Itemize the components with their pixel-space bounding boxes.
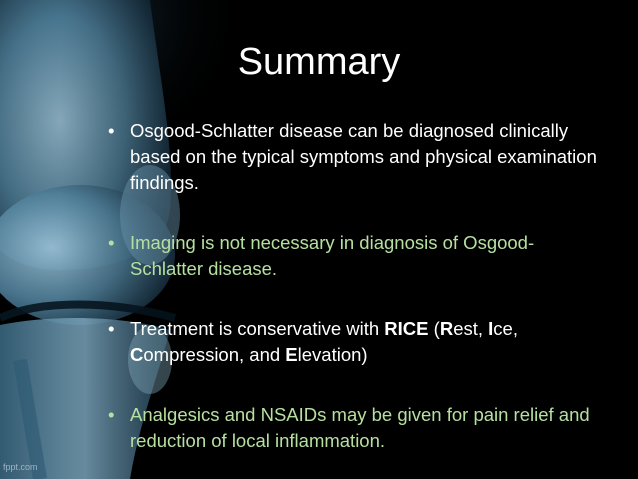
bullet-text (130, 316, 600, 368)
bullet-text-segment: est, (453, 318, 489, 339)
bullet-dot: • (108, 232, 115, 253)
bullet-text-segment: ce, (493, 318, 518, 339)
bullet-text-segment: E (285, 344, 298, 365)
bullet-text-segment: levation) (297, 344, 368, 365)
bullet-text (130, 402, 600, 454)
bullet-text-segment: Osgood-Schlatter disease can be diagnosed clinically based on the typical symptoms and physical examination findings. (130, 120, 597, 193)
bullet-text-segment: C (130, 344, 144, 365)
bullet-text-segment: ompression, and (143, 344, 286, 365)
bullet-dot: • (108, 318, 115, 339)
bullet-text-segment: ( (428, 318, 440, 339)
bullet-text-segment: Analgesics and NSAIDs may be given for pain relief and reduction of local inflammation. (130, 404, 590, 451)
bullet-text (130, 118, 600, 196)
bullet-text (130, 230, 600, 282)
bullet-dot: • (108, 120, 115, 141)
bullet-text-segment: Treatment is conservative with (130, 318, 385, 339)
bullet-text-segment: I (488, 318, 494, 339)
bullet-dot: • (108, 404, 115, 425)
bullet-text-segment: R (439, 318, 454, 339)
slide-title: Summary (237, 41, 401, 83)
footer-logo-text: fppt.com (3, 462, 38, 472)
bullet-text-segment: Imaging is not necessary in diagnosis of Osgood-Schlatter disease. (130, 232, 535, 279)
bullet-text-segment: RICE (384, 318, 429, 339)
